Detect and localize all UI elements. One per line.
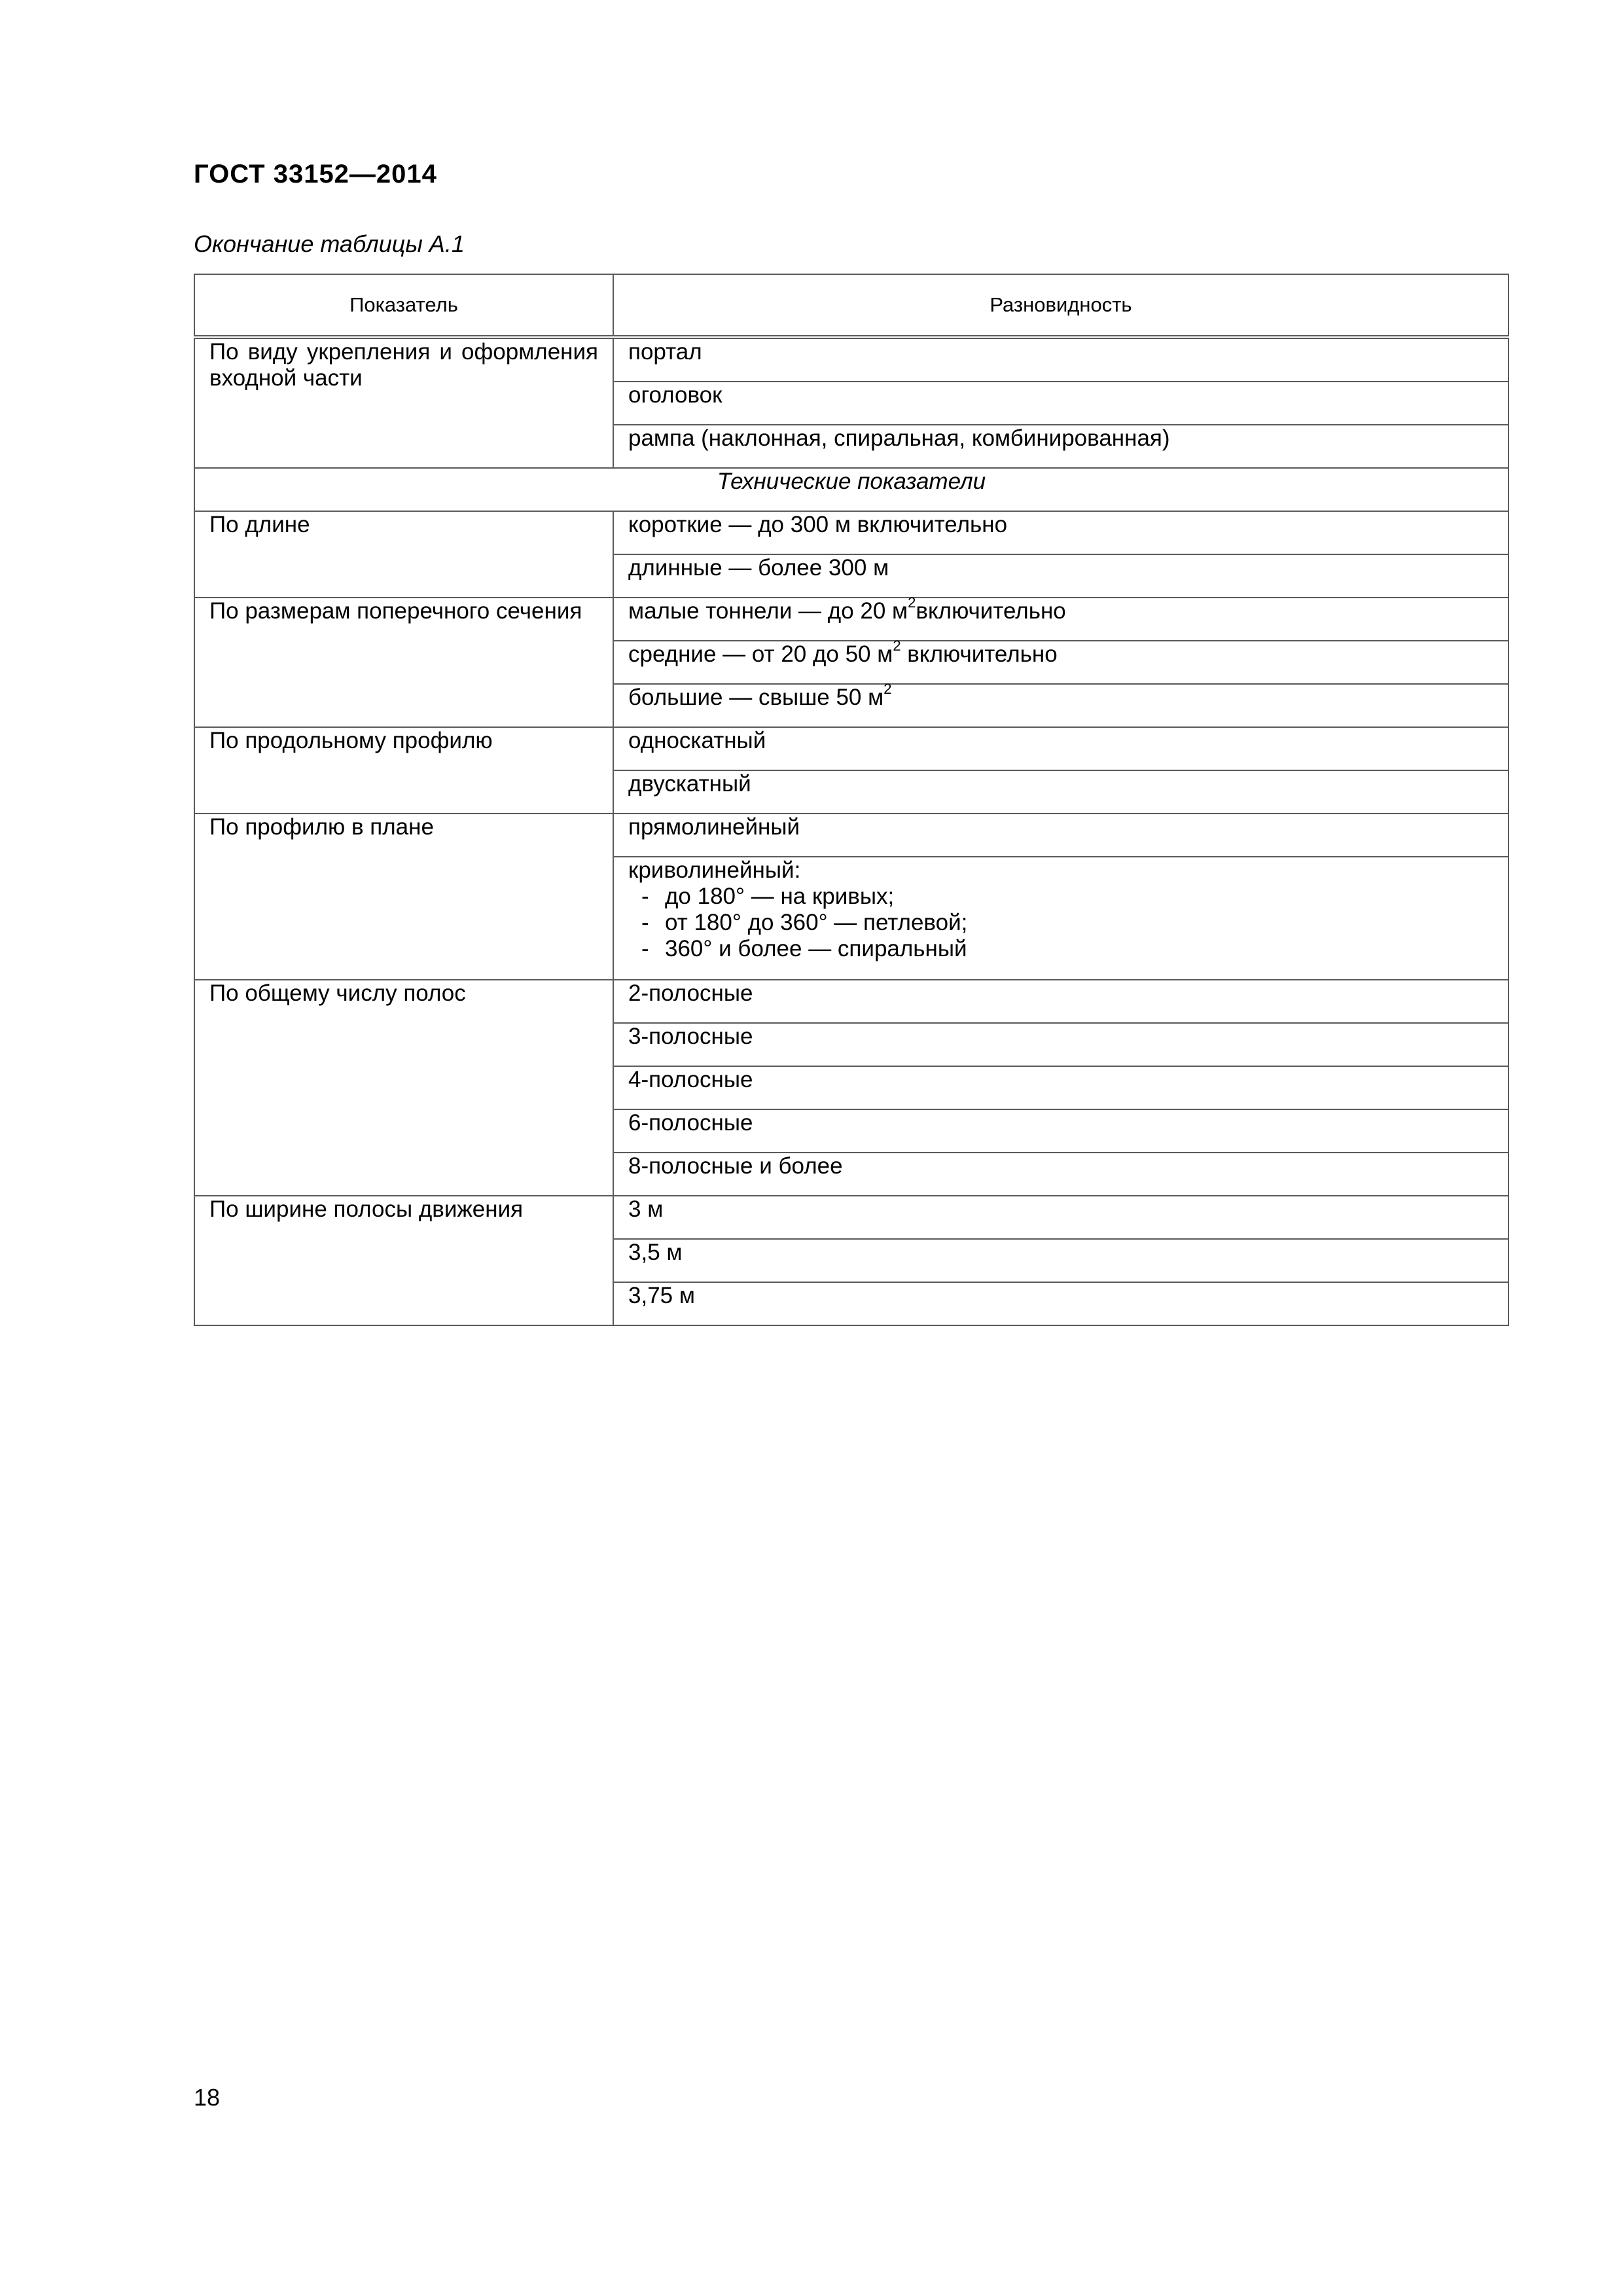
indicator-cell: По продольному профилю xyxy=(194,727,613,814)
value-cell: портал xyxy=(613,337,1508,382)
value-list-title: криволинейный: xyxy=(628,857,801,883)
superscript: 2 xyxy=(908,594,916,611)
table-row xyxy=(194,337,1508,382)
indicator-cell: По ширине полосы движения xyxy=(194,1196,613,1325)
value-cell: 3,75 м xyxy=(613,1282,1508,1325)
superscript: 2 xyxy=(883,681,892,698)
list-item: - 360° и более — спиральный xyxy=(665,936,1493,962)
classification-table xyxy=(194,274,1509,1326)
value-cell: прямолинейный xyxy=(613,814,1508,857)
column-header-indicator: Показатель xyxy=(194,274,613,337)
value-text: малые тоннели — до 20 м xyxy=(628,598,908,624)
value-cell: оголовок xyxy=(613,382,1508,425)
indicator-cell: По виду укрепления и оформления входной части xyxy=(194,337,613,468)
value-text-after: включительно xyxy=(916,598,1066,624)
list-item: - до 180° — на кривых; xyxy=(665,884,1493,910)
value-text-after: включительно xyxy=(901,641,1058,667)
value-cell: 6-полосные xyxy=(613,1109,1508,1153)
value-cell: 4-полосные xyxy=(613,1066,1508,1109)
table-row xyxy=(194,511,1508,554)
table-caption: Окончание таблицы А.1 xyxy=(194,230,465,257)
value-cell xyxy=(613,594,1508,641)
value-cell xyxy=(613,857,1508,980)
dash-list xyxy=(628,884,1493,962)
indicator-cell: По профилю в плане xyxy=(194,814,613,980)
indicator-cell: По размерам поперечного сечения xyxy=(194,598,613,727)
value-cell: 8-полосные и более xyxy=(613,1153,1508,1196)
value-cell: рампа (наклонная, спиральная, комбинированная) xyxy=(613,425,1508,468)
value-cell: 2-полосные xyxy=(613,980,1508,1023)
table-row xyxy=(194,980,1508,1023)
indicator-cell: По длине xyxy=(194,511,613,598)
value-cell: 3-полосные xyxy=(613,1023,1508,1066)
table-row xyxy=(194,727,1508,770)
list-item: - от 180° до 360° — петлевой; xyxy=(665,910,1493,936)
value-cell: 3 м xyxy=(613,1196,1508,1239)
value-cell: 3,5 м xyxy=(613,1239,1508,1282)
table-row xyxy=(194,814,1508,857)
value-cell: односкатный xyxy=(613,727,1508,770)
section-title: Технические показатели xyxy=(194,468,1508,511)
table-row xyxy=(194,1196,1508,1239)
page-number: 18 xyxy=(194,2084,221,2111)
superscript: 2 xyxy=(893,637,901,655)
section-row xyxy=(194,468,1508,511)
value-cell: длинные — более 300 м xyxy=(613,554,1508,598)
document-header: ГОСТ 33152—2014 xyxy=(194,160,437,188)
value-text: большие — свыше 50 м xyxy=(628,685,884,710)
table-header-row xyxy=(194,274,1508,337)
value-text: средние — от 20 до 50 м xyxy=(628,641,893,667)
value-cell: двускатный xyxy=(613,770,1508,814)
column-header-variety: Разновидность xyxy=(613,274,1508,337)
value-cell: короткие — до 300 м включительно xyxy=(613,511,1508,554)
value-cell xyxy=(613,681,1508,727)
value-cell xyxy=(613,637,1508,684)
indicator-cell: По общему числу полос xyxy=(194,980,613,1196)
table-row xyxy=(194,598,1508,641)
